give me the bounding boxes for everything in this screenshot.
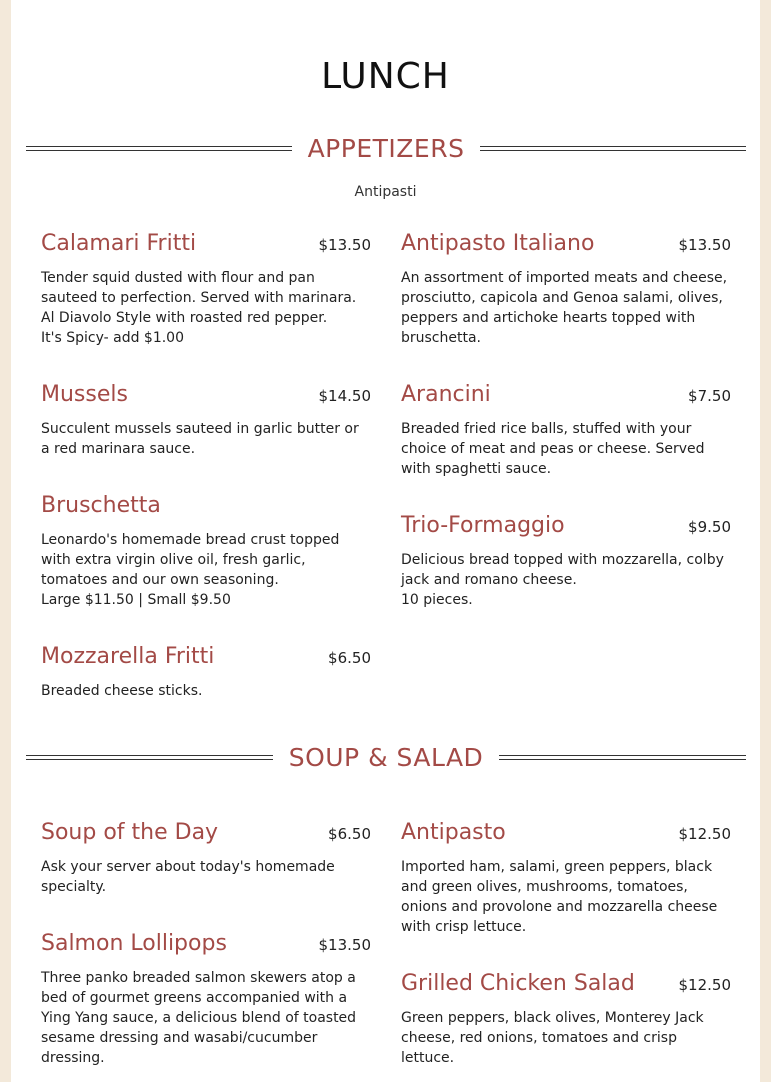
appetizers-header [26, 128, 746, 168]
header-rule-right [499, 755, 746, 760]
menu-item-antipasto-italiano [401, 231, 731, 348]
menu-item-grilled-chicken-salad [401, 971, 731, 1068]
item-name: Mussels [41, 382, 128, 407]
item-description-line: Three panko breaded salmon skewers atop a bed of gourmet greens accompanied with a Ying Yang sauce, a delicious blend of toasted sesame dressing and wasabi/cucumber dressing. [41, 970, 357, 1066]
item-description [401, 857, 731, 937]
appetizers-subtitle: Antipasti [354, 184, 417, 200]
item-price: $14.50 [318, 387, 371, 405]
menu-item-arancini [401, 382, 731, 479]
item-name: Antipasto [401, 820, 506, 845]
item-price: $7.50 [688, 387, 731, 405]
item-description-line: An assortment of imported meats and cheese, prosciutto, capicola and Genoa salami, olives, peppers and artichoke hearts topped with bruschetta. [401, 270, 728, 346]
item-description-line: Leonardo's homemade bread crust topped with extra virgin olive oil, fresh garlic, tomatoes and our own seasoning. [41, 532, 340, 588]
item-price: $9.50 [688, 518, 731, 536]
item-price: $6.50 [328, 825, 371, 843]
menu-item-antipasto [401, 820, 731, 937]
item-description [41, 530, 371, 610]
item-description [41, 968, 371, 1068]
item-name: Grilled Chicken Salad [401, 971, 635, 996]
soup-salad-header [26, 737, 746, 777]
item-description-line: Large $11.50 | Small $9.50 [41, 592, 231, 608]
item-price: $12.50 [678, 976, 731, 994]
menu-item-trio-formaggio [401, 513, 731, 610]
item-description [401, 550, 731, 610]
item-description-line: Breaded fried rice balls, stuffed with your choice of meat and peas or cheese. Served with spaghetti sauce. [401, 421, 705, 477]
header-rule-left [26, 146, 292, 151]
item-description [41, 419, 371, 459]
item-name: Calamari Fritti [41, 231, 197, 256]
item-description-line: 10 pieces. [401, 592, 473, 608]
menu-item-soup-of-the-day [41, 820, 371, 897]
item-price: $12.50 [678, 825, 731, 843]
item-name: Soup of the Day [41, 820, 219, 845]
item-name: Antipasto Italiano [401, 231, 595, 256]
menu-item-calamari-fritti [41, 231, 371, 348]
page-title: LUNCH [321, 56, 450, 97]
menu-item-mozzarella-fritti [41, 644, 371, 701]
menu-item-mussels [41, 382, 371, 459]
soup-salad-heading: SOUP & SALAD [288, 742, 484, 772]
item-price: $13.50 [678, 236, 731, 254]
item-description [41, 681, 371, 701]
item-description-line: Ask your server about today's homemade specialty. [41, 859, 335, 895]
menu-item-bruschetta [41, 493, 371, 610]
header-rule-left [26, 755, 273, 760]
item-description [401, 268, 731, 348]
item-price: $13.50 [318, 936, 371, 954]
item-description [401, 419, 731, 479]
item-description-line: Al Diavolo Style with roasted red pepper. [41, 310, 328, 326]
item-name: Salmon Lollipops [41, 931, 227, 956]
item-description-line: Tender squid dusted with flour and pan sauteed to perfection. Served with marinara. [41, 270, 357, 306]
header-rule-right [480, 146, 746, 151]
item-description-line: Breaded cheese sticks. [41, 683, 203, 699]
item-name: Trio-Formaggio [401, 513, 565, 538]
appetizers-heading: APPETIZERS [307, 133, 465, 163]
item-name: Arancini [401, 382, 491, 407]
item-description-line: Green peppers, black olives, Monterey Jack cheese, red onions, tomatoes and crisp lettuce. [401, 1010, 704, 1066]
item-description [41, 268, 371, 348]
menu-item-salmon-lollipops [41, 931, 371, 1068]
item-description-line: It's Spicy- add $1.00 [41, 330, 184, 346]
item-description-line: Succulent mussels sauteed in garlic butter or a red marinara sauce. [41, 421, 359, 457]
item-price: $6.50 [328, 649, 371, 667]
item-price: $13.50 [318, 236, 371, 254]
item-description [41, 857, 371, 897]
item-name: Bruschetta [41, 493, 161, 518]
item-description [401, 1008, 731, 1068]
item-description-line: Delicious bread topped with mozzarella, colby jack and romano cheese. [401, 552, 724, 588]
item-description-line: Imported ham, salami, green peppers, black and green olives, mushrooms, tomatoes, onions and provolone and mozzarella cheese with crisp lettuce. [401, 859, 718, 935]
menu-page [11, 0, 760, 1082]
item-name: Mozzarella Fritti [41, 644, 215, 669]
